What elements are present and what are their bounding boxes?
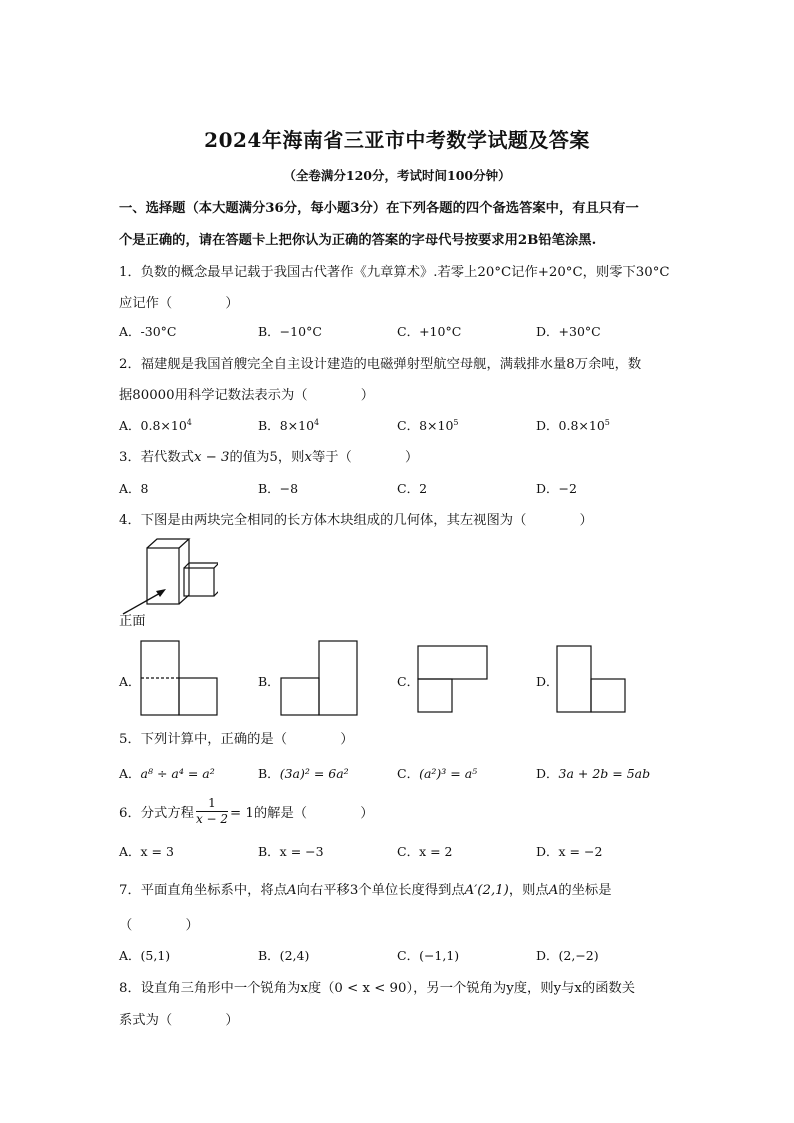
q6-option-b: B．x = −3	[258, 844, 324, 859]
q7-option-c: C．(−1,1)	[397, 948, 460, 963]
q4-stem: 4．下图是由两块完全相同的长方体木块组成的几何体，其左视图为（ ）	[119, 513, 593, 528]
q5-option-d: D．3a + 2b = 5ab	[536, 766, 651, 781]
q8-stem-line-1: 8．设直角三角形中一个锐角为x度（0 < x < 90），另一个锐角为y度，则y与x的函数关	[119, 981, 636, 996]
page-subtitle: （全卷满分120分，考试时间100分钟）	[283, 168, 511, 183]
q2-option-d: D．$0.8\times 10^5$	[536, 417, 610, 433]
q6-option-a: A．x = 3	[119, 844, 174, 859]
q3-option-a: A．8	[119, 481, 149, 496]
q1-option-a: A．-30°C	[119, 324, 177, 339]
q1-stem-line-1: 1．负数的概念最早记载于我国古代著作《九章算术》.若零上20°C记作+20°C，则零下30°C	[119, 265, 670, 280]
q2-stem-line-1: 2．福建舰是我国首艘完全自主设计建造的电磁弹射型航空母舰，满载排水量8万余吨，数	[119, 357, 642, 372]
q2-stem-line-2: 据80000用科学记数法表示为（ ）	[119, 388, 375, 403]
q4-front-label: 正面	[119, 614, 146, 629]
q7-option-a: A．(5,1)	[119, 948, 171, 963]
q2-option-c: C．$8\times 10^5$	[397, 417, 459, 433]
q5-option-c: C．(a²)³ = a⁵	[397, 766, 478, 781]
q6-option-d: D．x = −2	[536, 844, 603, 859]
q2-option-a: A．$0.8\times 10^4$	[119, 417, 192, 433]
q8-stem-line-2: 系式为（ ）	[119, 1013, 239, 1028]
page-title: 2024年海南省三亚市中考数学试题及答案	[204, 128, 590, 152]
q4-option-d-figure	[556, 645, 628, 715]
q4-option-d: D．	[536, 674, 559, 689]
q4-option-c: C．	[397, 674, 420, 689]
q5-option-a: A．a⁸ ÷ a⁴ = a²	[119, 766, 215, 781]
q1-option-b: B．−10°C	[258, 324, 322, 339]
q6-fraction: $\frac{1}{x - 2}$	[195, 796, 229, 826]
q5-stem: 5．下列计算中，正确的是（ ）	[119, 732, 354, 747]
q3-stem: 3．若代数式x − 3的值为5，则x等于（ ）	[119, 450, 419, 465]
q6-option-c: C．x = 2	[397, 844, 453, 859]
q4-option-b: B．	[258, 674, 280, 689]
q3-option-c: C．2	[397, 481, 428, 496]
q4-option-b-figure	[280, 640, 360, 716]
q1-option-c: C．+10°C	[397, 324, 462, 339]
q7-stem-line-1: 7．平面直角坐标系中，将点A向右平移3个单位长度得到点A′(2,1)，则点A的坐标是	[119, 883, 612, 898]
section-instructions-line-1: 一、选择题（本大题满分36分，每小题3分）在下列各题的四个备选答案中，有且只有一	[119, 201, 639, 216]
q4-option-c-figure	[417, 645, 489, 715]
q3-option-d: D．−2	[536, 481, 577, 496]
q3-option-b: B．−8	[258, 481, 299, 496]
q7-option-d: D．(2,−2)	[536, 948, 599, 963]
q6-stem: 6．分式方程 $\frac{1}{x - 2}$ = 1的解是（ ）	[119, 796, 374, 826]
q2-option-b: B．$8\times 10^4$	[258, 417, 320, 433]
q5-option-b: B．(3a)² = 6a²	[258, 766, 349, 781]
q4-solid-figure	[118, 536, 218, 616]
q7-option-b: B．(2,4)	[258, 948, 310, 963]
q4-option-a-figure	[140, 640, 220, 716]
section-instructions-line-2: 个是正确的，请在答题卡上把你认为正确的答案的字母代号按要求用2B铅笔涂黑.	[119, 233, 597, 248]
q7-stem-line-2: （ ）	[119, 918, 199, 933]
q1-option-d: D．+30°C	[536, 324, 601, 339]
q1-stem-line-2: 应记作（ ）	[119, 296, 239, 311]
q4-option-a: A．	[119, 674, 141, 689]
